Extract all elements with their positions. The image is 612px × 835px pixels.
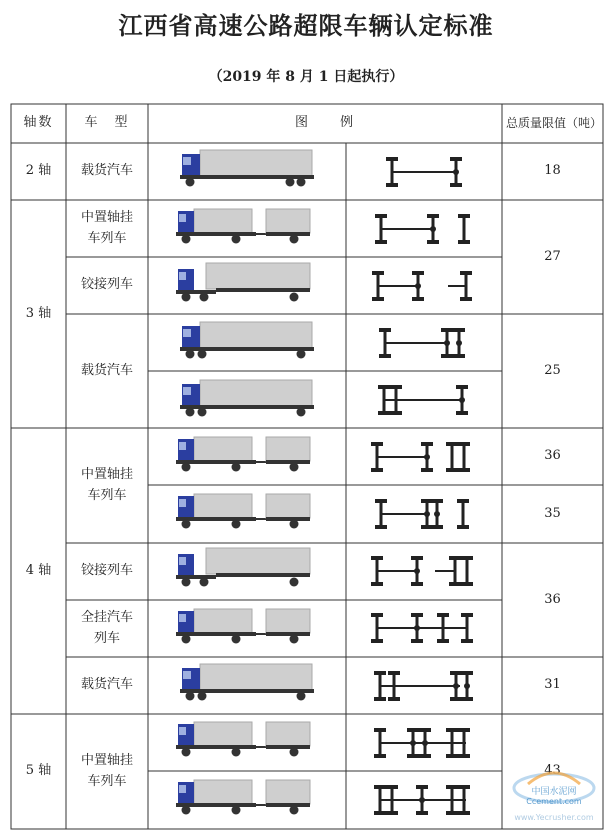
vehicle-type-cell: 中置轴挂车列车 — [80, 466, 133, 503]
weight-limit-cell: 36 — [544, 591, 561, 607]
header-axles: 轴数 — [23, 115, 54, 131]
vehicle-type-cell: 铰接列车 — [80, 563, 133, 579]
watermark-line2: Ccement.com — [526, 797, 582, 806]
weight-limit-cell: 25 — [544, 362, 561, 378]
weight-limit-cell: 43 — [544, 763, 561, 779]
axle-diagram-4-axle-full-trailer — [371, 613, 473, 643]
page-subtitle: （2019 年 8 月 1 日起执行） — [208, 69, 404, 85]
axle-diagram-3-axle-artic — [372, 271, 472, 301]
weight-limit-cell: 31 — [544, 677, 561, 693]
axle-group-5: 5 轴 — [25, 763, 52, 779]
axle-diagram-4-axle-artic — [371, 556, 473, 586]
vehicle-type-cell: 载货汽车 — [80, 362, 133, 378]
vehicle-images — [176, 150, 314, 815]
watermark-line1: 中国水泥网 — [531, 787, 577, 797]
axle-diagram-4-axle-center-b — [375, 499, 469, 529]
header-diagram: 图 例 — [294, 115, 355, 131]
vehicle-type-cell: 全挂汽车列车 — [80, 609, 133, 646]
header-vehicle-type: 车 型 — [84, 115, 130, 131]
axle-diagram-5-axle-a — [374, 728, 470, 758]
axle-diagram-3-axle-rigid-a — [379, 328, 465, 358]
weight-limit-cell: 27 — [544, 248, 561, 264]
weight-limit-cell: 35 — [544, 505, 561, 521]
weight-limit-cell: 18 — [544, 163, 561, 179]
axle-diagrams — [371, 157, 473, 815]
vehicle-type-cell: 中置轴挂车列车 — [80, 752, 133, 789]
axle-group-2: 2 轴 — [25, 163, 52, 179]
axle-group-3: 3 轴 — [25, 305, 52, 321]
vehicle-type-cell: 载货汽车 — [80, 677, 133, 693]
watermark-line3: www.Yecrusher.com — [514, 813, 594, 822]
watermark-logo — [498, 754, 610, 824]
vehicle-type-cell: 中置轴挂车列车 — [80, 209, 133, 246]
vehicle-type-cell: 载货汽车 — [80, 163, 133, 179]
axle-diagram-4-axle-center-a — [371, 442, 470, 472]
header-weight-limit: 总质量限值（吨） — [506, 116, 603, 131]
page-title: 江西省高速公路超限车辆认定标准 — [118, 12, 494, 40]
weight-limit-cell: 36 — [544, 448, 561, 464]
axle-diagram-4-axle-rigid — [374, 671, 473, 701]
axle-diagram-3-axle-center — [375, 214, 470, 244]
axle-diagram-3-axle-rigid-b — [378, 385, 468, 415]
vehicle-type-cell: 铰接列车 — [80, 277, 133, 293]
axle-group-4: 4 轴 — [25, 562, 52, 578]
axle-diagram-2-axle — [386, 157, 462, 187]
axle-diagram-5-axle-b — [374, 785, 470, 815]
